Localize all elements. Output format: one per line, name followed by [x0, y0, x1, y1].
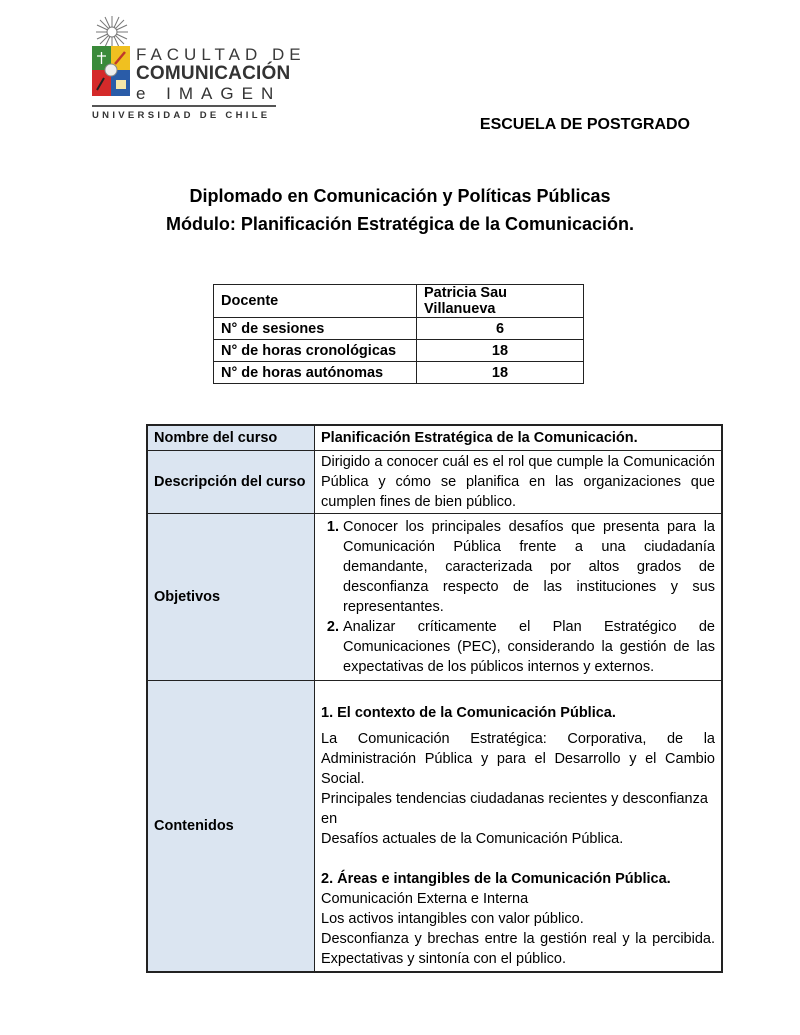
contents-label: Contenidos [147, 681, 315, 973]
sun-emblem-icon [94, 14, 130, 50]
faculty-logo [90, 14, 306, 122]
university-crest-icon [92, 46, 130, 96]
objectives-list [321, 517, 715, 677]
logo-divider [92, 105, 276, 107]
objective-item: 2. Analizar críticamente el Plan Estratégico de Comunicaciones (PEC), considerando la gestión de las expectativas de los públicos internos y externos. [343, 617, 715, 677]
course-name-value: Planificación Estratégica de la Comunicación. [315, 425, 723, 451]
school-heading: ESCUELA DE POSTGRADO [479, 116, 690, 133]
program-title: Diplomado en Comunicación y Políticas Públicas [189, 186, 611, 206]
contents-section-1-line: Desafíos actuales de la Comunicación Pública. [321, 831, 624, 847]
objectives-value [315, 514, 723, 681]
contents-section-2-line: Comunicación Externa e Interna [321, 891, 529, 907]
contents-section-2-title: 2. Áreas e intangibles de la Comunicación Pública. [321, 871, 671, 887]
table-row [214, 285, 584, 318]
table-row [147, 451, 722, 514]
table-row [214, 340, 584, 362]
info-label: N° de horas cronológicas [214, 340, 417, 362]
table-row [214, 318, 584, 340]
logo-university: UNIVERSIDAD DE CHILE [92, 110, 271, 121]
info-value: 18 [417, 340, 584, 362]
contents-section-2-line: Los activos intangibles con valor público. [321, 911, 584, 927]
contents-section-2-line: Expectativas y sintonía con el público. [321, 951, 567, 967]
course-details-table [146, 424, 723, 973]
logo-line-3: e IMAGEN [136, 84, 282, 103]
contents-section-1-line: Principales tendencias ciudadanas recientes y desconfianza en [321, 791, 708, 827]
logo-line-1: FACULTAD DE [136, 45, 306, 64]
course-info-table [213, 284, 584, 384]
info-value: 18 [417, 362, 584, 384]
course-description-label: Descripción del curso [147, 451, 315, 514]
table-row [214, 362, 584, 384]
info-label: Docente [214, 285, 417, 318]
table-row [147, 514, 722, 681]
course-description-value: Dirigido a conocer cuál es el rol que cumple la Comunicación Pública y cómo se planifica en las organizaciones que cumplen fines de bien público. [315, 451, 723, 514]
table-row [147, 425, 722, 451]
course-name-label: Nombre del curso [147, 425, 315, 451]
table-row [147, 681, 722, 973]
info-value: 6 [417, 318, 584, 340]
contents-section-2-line: Desconfianza y brechas entre la gestión real y la percibida. [321, 931, 715, 947]
module-title: Módulo: Planificación Estratégica de la Comunicación. [165, 214, 635, 234]
info-label: N° de horas autónomas [214, 362, 417, 384]
contents-section-1-paragraph: La Comunicación Estratégica: Corporativa, de la Administración Pública y para el Desarrollo y el Cambio Social. [321, 731, 715, 787]
contents-section-1-title: 1. El contexto de la Comunicación Pública. [321, 705, 616, 721]
objective-item: 1. Conocer los principales desafíos que presenta para la Comunicación Pública frente a una ciudadanía demandante, caracterizada por altos grados de desconfianza respecto de las instituciones y sus representantes. [343, 517, 715, 617]
info-label: N° de sesiones [214, 318, 417, 340]
contents-value [315, 681, 723, 973]
objectives-label: Objetivos [147, 514, 315, 681]
logo-line-2: COMUNICACIÓN [136, 63, 291, 84]
info-value: Patricia Sau Villanueva [417, 285, 584, 318]
